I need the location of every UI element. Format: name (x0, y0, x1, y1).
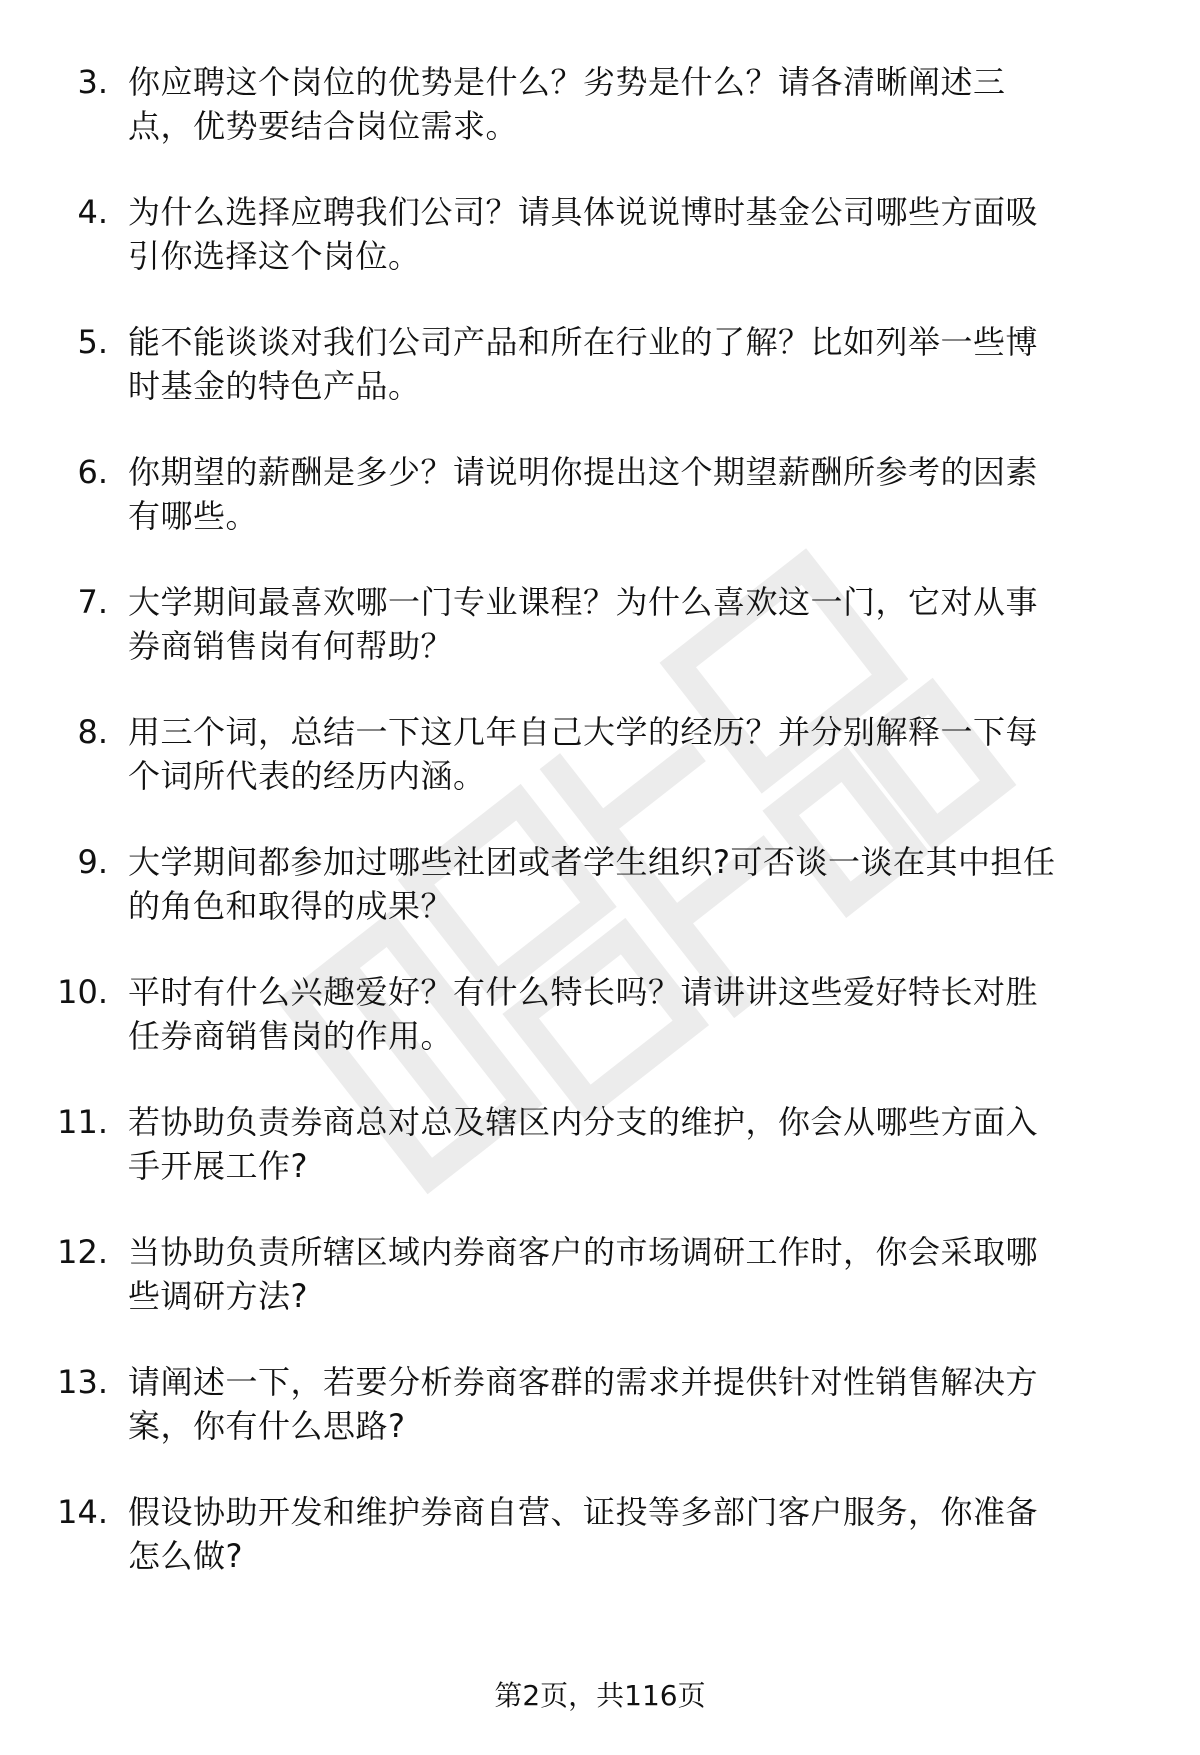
question-number: 4. (77, 193, 108, 231)
question-text (128, 1100, 1168, 1188)
question-text-line: 平时有什么兴趣爱好？有什么特长吗？请讲讲这些爱好特长对胜 (128, 973, 1039, 1011)
question-text-line: 的角色和取得的成果？ (128, 887, 454, 925)
question-item (0, 840, 1200, 970)
page-footer (0, 1676, 1200, 1716)
question-text-line: 案，你有什么思路? (128, 1407, 406, 1445)
question-item (0, 450, 1200, 580)
question-number: 3. (77, 63, 108, 101)
question-item (0, 320, 1200, 450)
question-item (0, 190, 1200, 320)
question-text-line: 些调研方法? (128, 1277, 308, 1315)
question-item (0, 1360, 1200, 1490)
question-number: 13. (57, 1363, 108, 1401)
question-number: 5. (77, 323, 108, 361)
question-number: 10. (57, 973, 108, 1011)
question-text-line: 怎么做? (128, 1537, 243, 1575)
question-text-line: 为什么选择应聘我们公司？请具体说说博时基金公司哪些方面吸 (128, 193, 1039, 231)
page-number-label: 第2页，共116页 (494, 1679, 706, 1712)
question-text-line: 大学期间都参加过哪些社团或者学生组织?可否谈一谈在其中担任 (128, 843, 1056, 881)
question-text-line: 引你选择这个岗位。 (128, 237, 421, 275)
question-text-line: 任券商销售岗的作用。 (128, 1017, 454, 1055)
question-number: 8. (77, 713, 108, 751)
question-text (128, 710, 1168, 798)
question-text-line: 券商销售岗有何帮助？ (128, 627, 454, 665)
question-text (128, 1490, 1168, 1578)
question-item (0, 1490, 1200, 1620)
question-text-line: 点，优势要结合岗位需求。 (128, 107, 519, 145)
question-text (128, 1360, 1168, 1448)
question-text-line: 能不能谈谈对我们公司产品和所在行业的了解？比如列举一些博 (128, 323, 1039, 361)
question-item (0, 1100, 1200, 1230)
question-text-line: 假设协助开发和维护券商自营、证投等多部门客户服务，你准备 (128, 1493, 1039, 1531)
question-text-line: 你应聘这个岗位的优势是什么？劣势是什么？请各清晰阐述三 (128, 63, 1006, 101)
question-text-line: 个词所代表的经历内涵。 (128, 757, 486, 795)
question-item (0, 580, 1200, 710)
question-text-line: 有哪些。 (128, 497, 259, 535)
question-text (128, 970, 1168, 1058)
question-text (128, 450, 1168, 538)
question-text-line: 当协助负责所辖区域内券商客户的市场调研工作时，你会采取哪 (128, 1233, 1039, 1271)
question-number: 11. (57, 1103, 108, 1141)
question-number: 12. (57, 1233, 108, 1271)
question-number: 6. (77, 453, 108, 491)
question-item (0, 1230, 1200, 1360)
question-item (0, 710, 1200, 840)
question-number: 14. (57, 1493, 108, 1531)
question-text (128, 60, 1168, 148)
question-text-line: 你期望的薪酬是多少？请说明你提出这个期望薪酬所参考的因素 (128, 453, 1039, 491)
question-text (128, 580, 1168, 668)
question-text (128, 190, 1168, 278)
question-number: 7. (77, 583, 108, 621)
question-text-line: 若协助负责券商总对总及辖区内分支的维护，你会从哪些方面入 (128, 1103, 1039, 1141)
question-list (0, 60, 1200, 1620)
question-text (128, 320, 1168, 408)
question-text-line: 手开展工作? (128, 1147, 308, 1185)
question-text-line: 大学期间最喜欢哪一门专业课程？为什么喜欢这一门，它对从事 (128, 583, 1039, 621)
question-text-line: 用三个词，总结一下这几年自己大学的经历？并分别解释一下每 (128, 713, 1039, 751)
question-item (0, 60, 1200, 190)
question-text-line: 时基金的特色产品。 (128, 367, 421, 405)
question-number: 9. (77, 843, 108, 881)
question-text (128, 1230, 1168, 1318)
question-item (0, 970, 1200, 1100)
question-text (128, 840, 1168, 928)
question-text-line: 请阐述一下，若要分析券商客群的需求并提供针对性销售解决方 (128, 1363, 1039, 1401)
